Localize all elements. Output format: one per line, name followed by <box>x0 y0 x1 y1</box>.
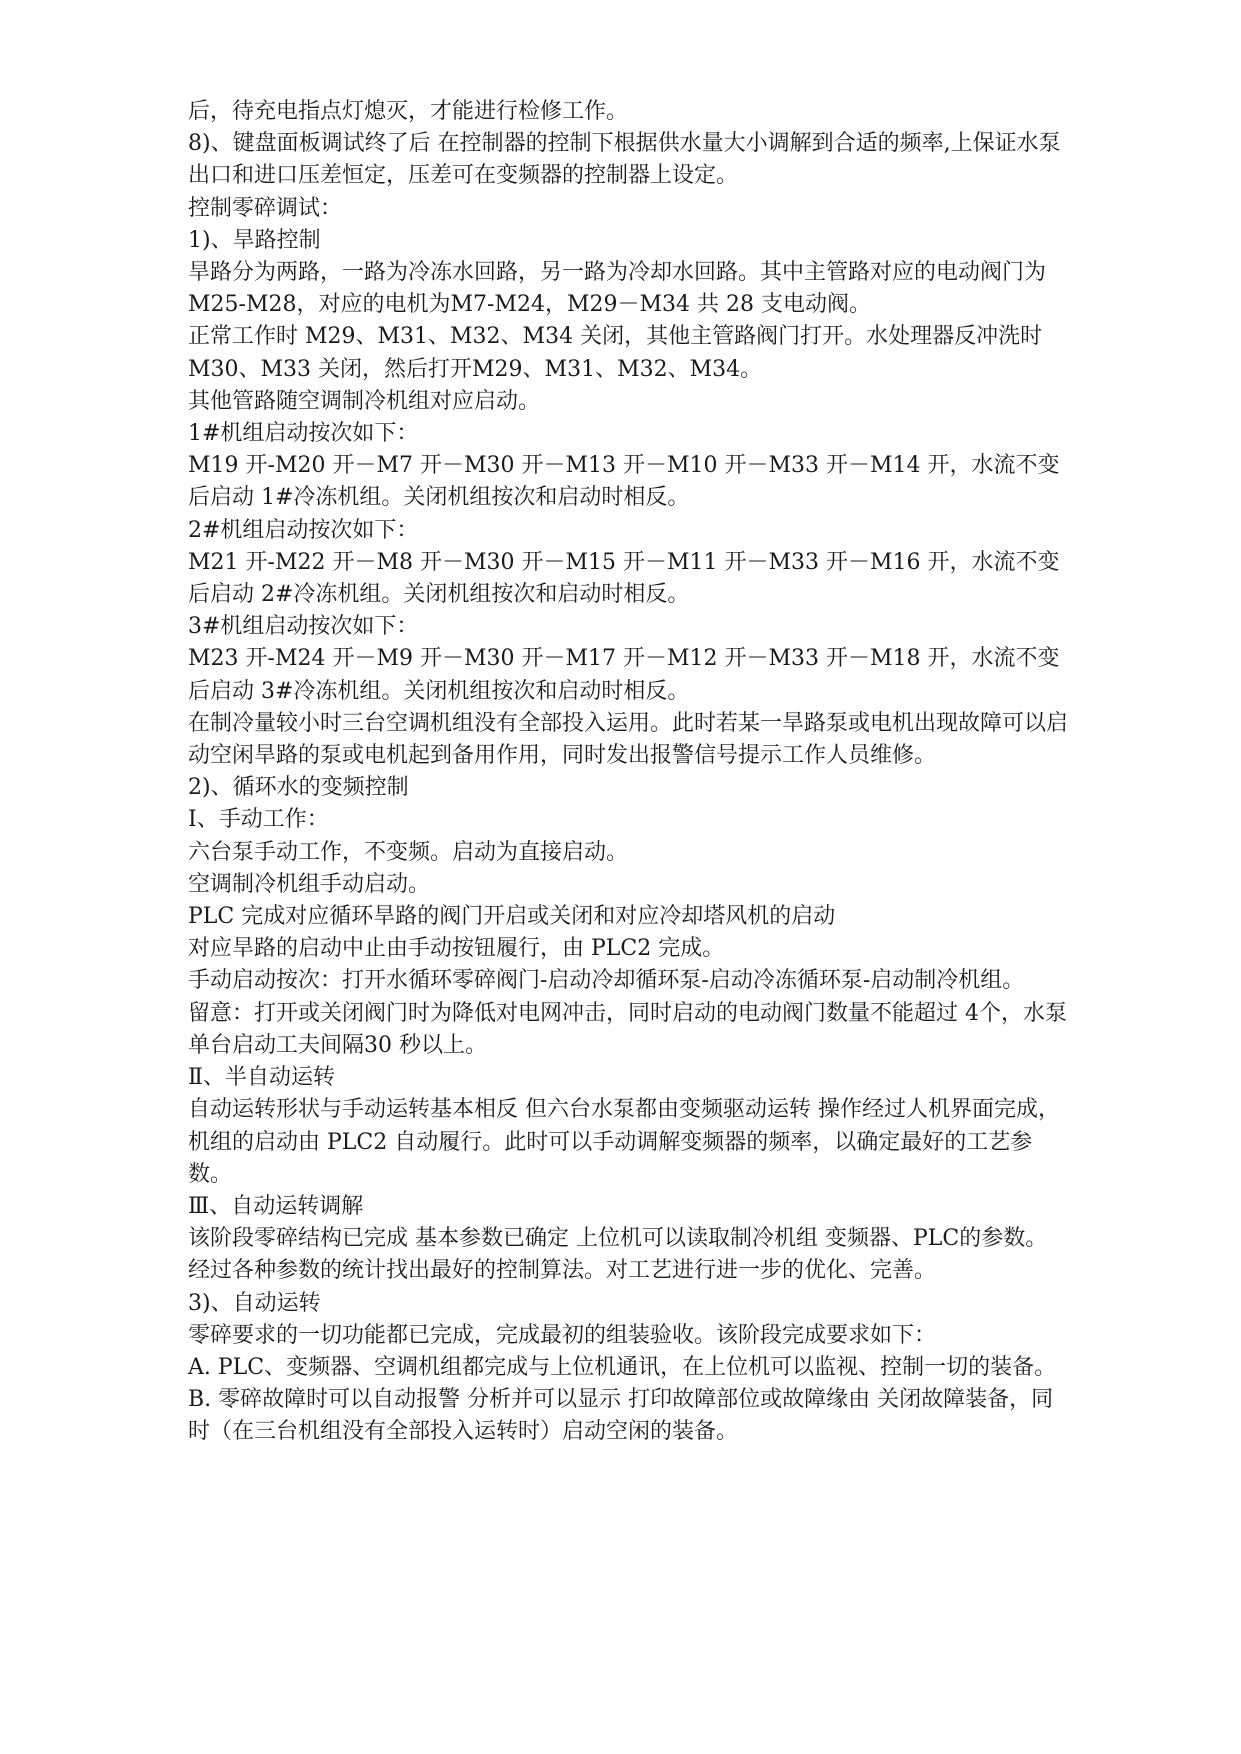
paragraph-unit-3-sequence: M23 开-M24 开－M9 开－M30 开－M17 开－M12 开－M33 开－M18 开，水流不变后启动 3#冷冻机组。关闭机组按次和启动时相反。 <box>188 646 1060 704</box>
paragraph-six-pumps-manual: 六台泵手动工作，不变频。启动为直接启动。 <box>188 839 629 865</box>
heading-manual-operation: Ⅰ、手动工作： <box>188 807 329 833</box>
paragraph-automatic-tuning-description: 该阶段零碎结构已完成 基本参数已确定 上位机可以读取制冷机组 变频器、PLC的参数。经过各种参数的统计找出最好的控制算法。对工艺进行进一步的优化、完善。 <box>188 1226 1048 1284</box>
paragraph-plc2-start-stop: 对应旱路的启动中止由手动按钮履行，由 PLC2 完成。 <box>188 936 725 962</box>
document-body <box>188 96 1068 1449</box>
heading-control-system-debug: 控制零碎调试： <box>188 195 343 221</box>
paragraph-keyboard-panel-debug: 8)、键盘面板调试终了后 在控制器的控制下根据供水量大小调解到合适的频率,上保证水泵出口和进口压差恒定，压差可在变频器的控制器上设定。 <box>188 131 1061 189</box>
paragraph-unit-1-sequence: M19 开-M20 开－M7 开－M30 开－M13 开－M10 开－M33 开－M14 开，水流不变后启动 1#冷冻机组。关闭机组按次和启动时相反。 <box>188 453 1060 511</box>
paragraph-normal-operation-valves: 正常工作时 M29、M31、M32、M34 关闭，其他主管路阀门打开。水处理器反冲洗时 M30、M33 关闭，然后打开M29、M31、M32、M34。 <box>188 324 1043 382</box>
heading-circulating-water-vfd: 2)、循环水的变频控制 <box>188 775 409 801</box>
paragraph-backup-operation: 在制冷量较小时三台空调机组没有全部投入运用。此时若某一旱路泵或电机出现故障可以启动空闲旱路的泵或电机起到备用作用，同时发出报警信号提示工作人员维修。 <box>188 710 1069 769</box>
paragraph-requirement-a: A. PLC、变频器、空调机组都完成与上位机通讯，在上位机可以监视、控制一切的装备。 <box>188 1354 1057 1380</box>
heading-unit-1-start-sequence: 1#机组启动按次如下： <box>188 421 419 447</box>
heading-unit-3-start-sequence: 3#机组启动按次如下： <box>188 614 419 640</box>
heading-automatic-tuning: Ⅲ、自动运转调解 <box>188 1193 364 1219</box>
paragraph-manual-start-sequence: 手动启动按次：打开水循环零碎阀门-启动冷却循环泵-启动冷冻循环泵-启动制冷机组。 <box>188 968 1025 994</box>
heading-semi-automatic-operation: Ⅱ、半自动运转 <box>188 1065 335 1091</box>
paragraph-other-pipes: 其他管路随空调制冷机组对应启动。 <box>188 388 541 414</box>
paragraph-final-acceptance: 零碎要求的一切功能都已完成，完成最初的组装验收。该阶段完成要求如下： <box>188 1322 937 1348</box>
heading-waterway-control: 1)、旱路控制 <box>188 227 321 253</box>
heading-unit-2-start-sequence: 2#机组启动按次如下： <box>188 517 419 543</box>
paragraph-unit-2-sequence: M21 开-M22 开－M8 开－M30 开－M15 开－M11 开－M33 开－M16 开，水流不变后启动 2#冷冻机组。关闭机组按次和启动时相反。 <box>188 549 1060 608</box>
paragraph-caution-note: 留意：打开或关闭阀门时为降低对电网冲击，同时启动的电动阀门数量不能超过 4个，水泵单台启动工夫间隔30 秒以上。 <box>188 1000 1067 1058</box>
paragraph-plc-valve-control: PLC 完成对应循环旱路的阀门开启或关闭和对应冷却塔风机的启动 <box>188 904 836 930</box>
paragraph-semi-automatic-description: 自动运转形状与手动运转基本相反 但六台水泵都由变频驱动运转 操作经过人机界面完成，机组的启动由 PLC2 自动履行。此时可以手动调解变频器的频率，以确定最好的工艺参数。 <box>188 1097 1060 1187</box>
paragraph-maintenance-note: 后，待充电指点灯熄灭，才能进行检修工作。 <box>188 99 629 124</box>
heading-automatic-operation: 3)、自动运转 <box>188 1290 321 1316</box>
paragraph-chiller-manual-start: 空调制冷机组手动启动。 <box>188 871 431 897</box>
paragraph-requirement-b: B. 零碎故障时可以自动报警 分析并可以显示 打印故障部位或故障缘由 关闭故障装备，同时（在三台机组没有全部投入运转时）启动空闲的装备。 <box>188 1387 1054 1445</box>
paragraph-waterway-description: 旱路分为两路，一路为冷冻水回路，另一路为冷却水回路。其中主管路对应的电动阀门为M25-M28，对应的电机为M7-M24，M29－M34 共 28 支电动阀。 <box>188 260 1047 318</box>
